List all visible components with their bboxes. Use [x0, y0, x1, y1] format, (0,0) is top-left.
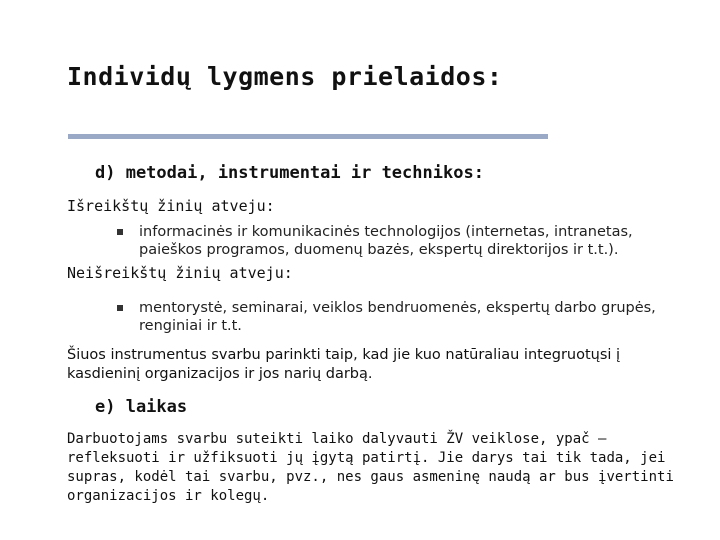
- explicit-bullet-item: [117, 223, 697, 259]
- tacit-bullet-item: [117, 299, 677, 335]
- section-e-heading: e) laikas: [95, 397, 188, 417]
- square-bullet-icon: [117, 305, 123, 311]
- explicit-bullet-text: informacinės ir komunikacinės technologijos (internetas, intranetas, paieškos programos, duomenų bazės, ekspertų direktorijos ir t.t.).: [139, 224, 633, 258]
- explicit-knowledge-label: Išreikštų žinių atveju:: [67, 197, 275, 215]
- time-paragraph: Darbuotojams svarbu suteikti laiko dalyvauti ŽV veiklose, ypač – refleksuoti ir užfiksuoti jų įgytą patirtį. Jie darys tai tik tada, jei supras, kodėl tai svarbu, pvz., nes gaus asmeninę naudą ar bus įvertinti organizacijos ir kolegų.: [67, 431, 674, 504]
- tacit-knowledge-label: Neišreikštų žinių atveju:: [67, 264, 293, 282]
- slide-title: Individų lygmens prielaidos:: [67, 62, 503, 91]
- title-underline: [68, 134, 548, 139]
- tacit-bullet-text: mentorystė, seminarai, veiklos bendruomenės, ekspertų darbo grupės, renginiai ir t.t.: [139, 300, 656, 334]
- instruments-summary: Šiuos instrumentus svarbu parinkti taip, kad jie kuo natūraliau integruotųsi į kasdieninį organizacijos ir jos narių darbą.: [67, 347, 621, 382]
- square-bullet-icon: [117, 229, 123, 235]
- section-d-heading: d) metodai, instrumentai ir technikos:: [95, 163, 484, 183]
